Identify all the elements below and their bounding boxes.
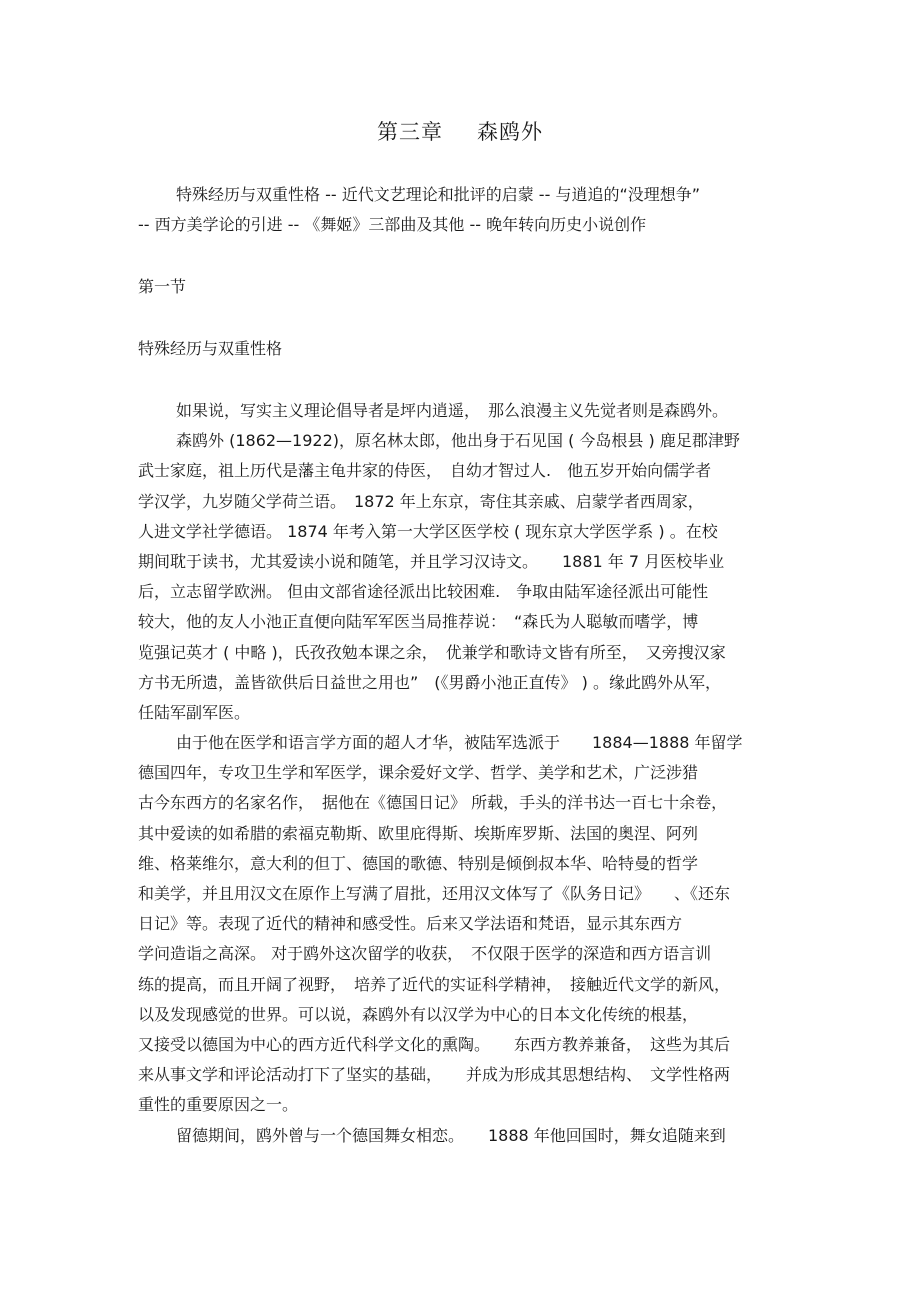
- paragraph-line: 古今东西方的名家名作， 据他在《德国日记》 所载，手头的洋书达一百七十余卷，: [138, 793, 728, 813]
- paragraph-line: 维、格莱维尔，意大利的但丁、德国的歌德、特别是倾倒叔本华、哈特曼的哲学: [138, 853, 699, 873]
- paragraph-line: 方书无所遗，盖皆欲供后日益世之用也” (《男爵小池正直传》 ) 。缘此鸥外从军，: [138, 672, 721, 692]
- chapter-summary: [138, 180, 778, 240]
- paragraph-line: 任陆军副军医。: [138, 702, 251, 722]
- chapter-heading: [0, 116, 920, 146]
- paragraph-line: 日记》等。表现了近代的精神和感受性。后来又学法语和梵语，显示其东西方: [138, 914, 683, 934]
- paragraph-line: 森鸥外 (1862—1922)，原名林太郎，他出身于石见国 ( 今岛根县 ) 鹿足郡津野: [176, 431, 740, 451]
- paragraph-line: 以及发现感觉的世界。可以说，森鸥外有以汉学为中心的日本文化传统的根基，: [138, 1004, 699, 1024]
- paragraph-line: 留德期间，鸥外曾与一个德国舞女相恋。 1888 年他回国时，舞女追随来到: [176, 1125, 726, 1145]
- chapter-title: 第三章: [377, 120, 443, 144]
- chapter-name: 森鸥外: [477, 120, 543, 144]
- paragraph-line: 武士家庭，祖上历代是藩主龟井家的侍医， 自幼才智过人. 他五岁开始向儒学者: [138, 461, 712, 481]
- paragraph-line: 其中爱读的如希腊的索福克勒斯、欧里庇得斯、埃斯库罗斯、法国的奥涅、阿列: [138, 823, 699, 843]
- paragraph-line: 重性的重要原因之一。: [138, 1095, 299, 1115]
- section-title: 特殊经历与双重性格: [138, 339, 283, 358]
- paragraph-line: 由于他在医学和语言学方面的超人才华，被陆军选派于 1884—1888 年留学: [176, 733, 743, 753]
- paragraph-line: 人进文学社学德语。 1874 年考入第一大学区医学校 ( 现东京大学医学系 ) 。在校: [138, 521, 718, 541]
- paragraph-line: 又接受以德国为中心的西方近代科学文化的熏陶。 东西方教养兼备， 这些为其后: [138, 1034, 731, 1054]
- paragraph-line: 练的提高，而且开阔了视野， 培养了近代的实证科学精神， 接触近代文学的新风，: [138, 974, 731, 994]
- paragraph-line: 和美学，并且用汉文在原作上写满了眉批，还用汉文体写了《队务日记》 、《还东: [138, 884, 731, 903]
- paragraph-line: 学问造诣之高深。 对于鸥外这次留学的收获， 不仅限于医学的深造和西方语言训: [138, 944, 712, 964]
- paragraph-line: 览强记英才 ( 中略 )，氏孜孜勉本课之余， 优兼学和歌诗文皆有所至， 又旁搜汉家: [138, 642, 726, 662]
- body-text: [138, 396, 783, 1151]
- paragraph-line: 较大，他的友人小池正直便向陆军军医当局推荐说： “森氏为人聪敏而嗜学，博: [138, 612, 699, 632]
- summary-line: -- 西方美学论的引进 -- 《舞姬》三部曲及其他 -- 晚年转向历史小说创作: [138, 215, 647, 234]
- summary-line: 特殊经历与双重性格 -- 近代文艺理论和批评的启蒙 -- 与逍追的“没理想争”: [176, 185, 701, 204]
- paragraph-line: 学汉学，九岁随父学荷兰语。 1872 年上东京，寄住其亲戚、启蒙学者西周家，: [138, 491, 704, 511]
- paragraph-line: 期间耽于读书，尤其爱读小说和随笔，并且学习汉诗文。 1881 年 7 月医校毕业: [138, 551, 725, 571]
- paragraph-line: 后，立志留学欧洲。 但由文部省途径派出比较困难. 争取由陆军途径派出可能性: [138, 582, 709, 602]
- paragraph-line: 来从事文学和评论活动打下了坚实的基础， 并成为形成其思想结构、 文学性格两: [138, 1065, 731, 1085]
- section-number: 第一节: [138, 277, 187, 296]
- paragraph-line: 如果说，写实主义理论倡导者是坪内逍遥， 那么浪漫主义先觉者则是森鸥外。: [176, 401, 729, 420]
- paragraph-line: 德国四年，专攻卫生学和军医学，课余爱好文学、哲学、美学和艺术，广泛涉猎: [138, 763, 699, 783]
